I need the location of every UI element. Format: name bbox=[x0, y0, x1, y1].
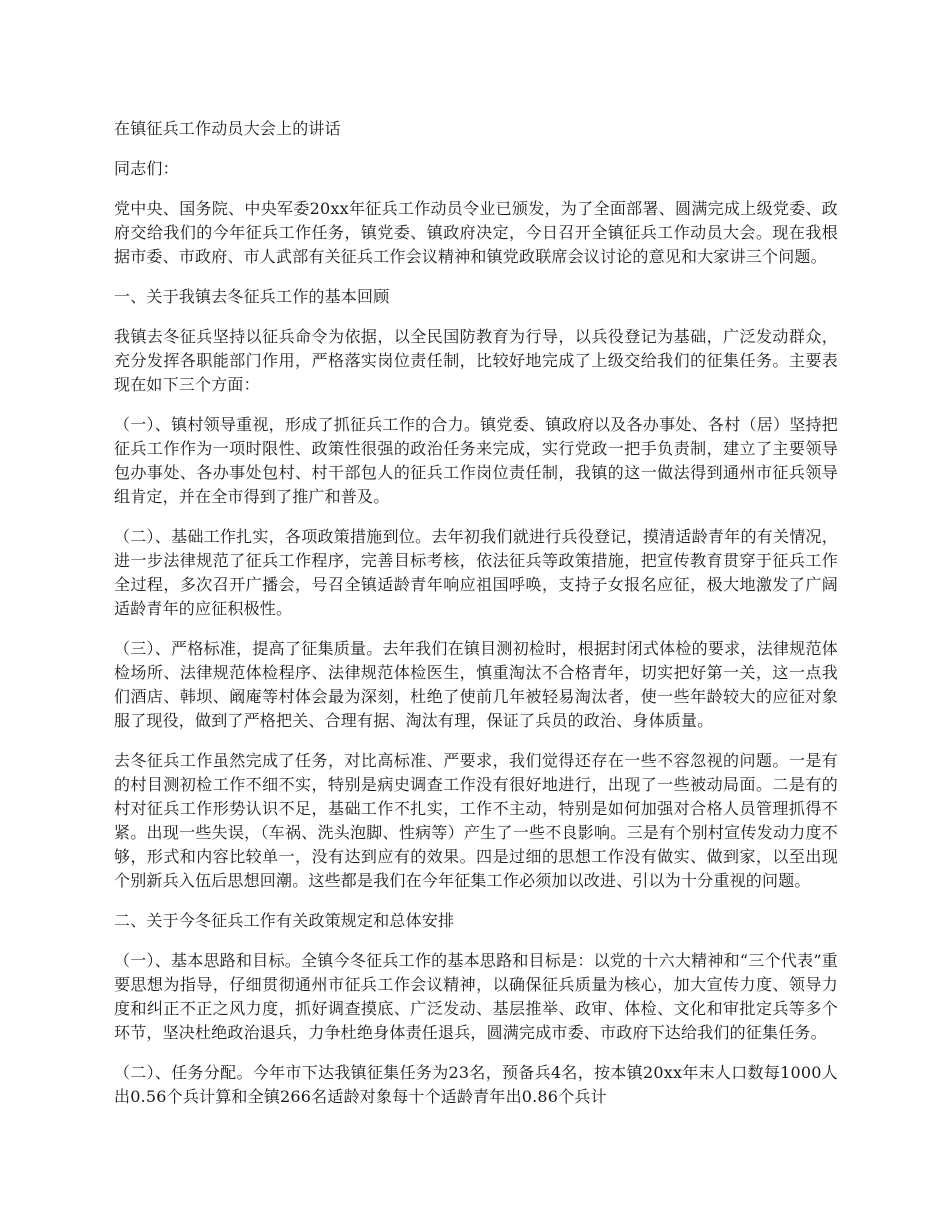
document-body bbox=[114, 117, 838, 1125]
paragraph: （一）、镇村领导重视，形成了抓征兵工作的合力。镇党委、镇政府以及各办事处、各村（居）坚持把征兵工作作为一项时限性、政策性很强的政治任务来完成，实行党政一把手负责制，建立了主要领导包办事处、各办事处包村、村干部包人的征兵工作岗位责任制，我镇的这一做法得到通州市征兵领导组肯定，并在全市得到了推广和普及。 bbox=[114, 415, 838, 506]
section-heading-2: 二、关于今冬征兵工作有关政策规定和总体安排 bbox=[114, 911, 455, 930]
document-title: 在镇征兵工作动员大会上的讲话 bbox=[114, 119, 341, 138]
paragraph-intro: 党中央、国务院、中央军委20xx年征兵工作动员令业已颁发，为了全面部署、圆满完成上级党委、政府交给我们的今年征兵工作任务，镇党委、镇政府决定，今日召开全镇征兵工作动员大会。现在我根据市委、市政府、市人武部有关征兵工作会议精神和镇党政联席会议讨论的意见和大家讲三个问题。 bbox=[114, 199, 838, 266]
paragraph: 去冬征兵工作虽然完成了任务，对比高标准、严要求，我们觉得还存在一些不容忽视的问题。一是有的村目测初检工作不细不实，特别是病史调查工作没有很好地进行，出现了一些被动局面。二是有的村对征兵工作形势认识不足，基础工作不扎实，工作不主动，特别是如何加强对合格人员管理抓得不紧。出现一些失误，（车祸、洗头泡脚、性病等）产生了一些不良影响。三是有个别村宣传发动力度不够，形式和内容比较单一，没有达到应有的效果。四是过细的思想工作没有做实、做到家，以至出现个别新兵入伍后思想回潮。这些都是我们在今年征集工作必须加以改进、引以为十分重视的问题。 bbox=[114, 751, 838, 890]
paragraph: 我镇去冬征兵坚持以征兵命令为依据，以全民国防教育为行导，以兵役登记为基础，广泛发动群众，充分发挥各职能部门作用，严格落实岗位责任制，比较好地完成了上级交给我们的征集任务。主要表现在如下三个方面： bbox=[114, 327, 838, 394]
paragraph: （一）、基本思路和目标。全镇今冬征兵工作的基本思路和目标是：以党的十六大精神和“三个代表”重要思想为指导，仔细贯彻通州市征兵工作会议精神，以确保征兵质量为核心，加大宣传力度、领导力度和纠正不正之风力度，抓好调查摸底、广泛发动、基层推举、政审、体检、文化和审批定兵等多个环节，坚决杜绝政治退兵，力争杜绝身体责任退兵，圆满完成市委、市政府下达给我们的征集任务。 bbox=[114, 951, 838, 1042]
paragraph: （二）、任务分配。今年市下达我镇征集任务为23名，预备兵4名，按本镇20xx年末人口数每1000人出0.56个兵计算和全镇266名适龄对象每十个适龄青年出0.86个兵计 bbox=[114, 1063, 838, 1106]
paragraph: （二）、基础工作扎实，各项政策措施到位。去年初我们就进行兵役登记，摸清适龄青年的有关情况，进一步法律规范了征兵工作程序，完善目标考核，依法征兵等政策措施，把宣传教育贯穿于征兵工作全过程，多次召开广播会，号召全镇适龄青年响应祖国呼唤，支持子女报名应征，极大地激发了广阔适龄青年的应征积极性。 bbox=[114, 527, 838, 618]
paragraph: （三）、严格标准，提高了征集质量。去年我们在镇目测初检时，根据封闭式体检的要求，法律规范体检场所、法律规范体检程序、法律规范体检医生，慎重淘汰不合格青年，切实把好第一关，这一点我们酒店、韩坝、阚庵等村体会最为深刻，杜绝了使前几年被轻易淘汰者，使一些年龄较大的应征对象服了现役，做到了严格把关、合理有据、淘汰有理，保证了兵员的政治、身体质量。 bbox=[114, 639, 838, 730]
salutation: 同志们： bbox=[114, 159, 179, 178]
section-heading-1: 一、关于我镇去冬征兵工作的基本回顾 bbox=[114, 287, 390, 306]
